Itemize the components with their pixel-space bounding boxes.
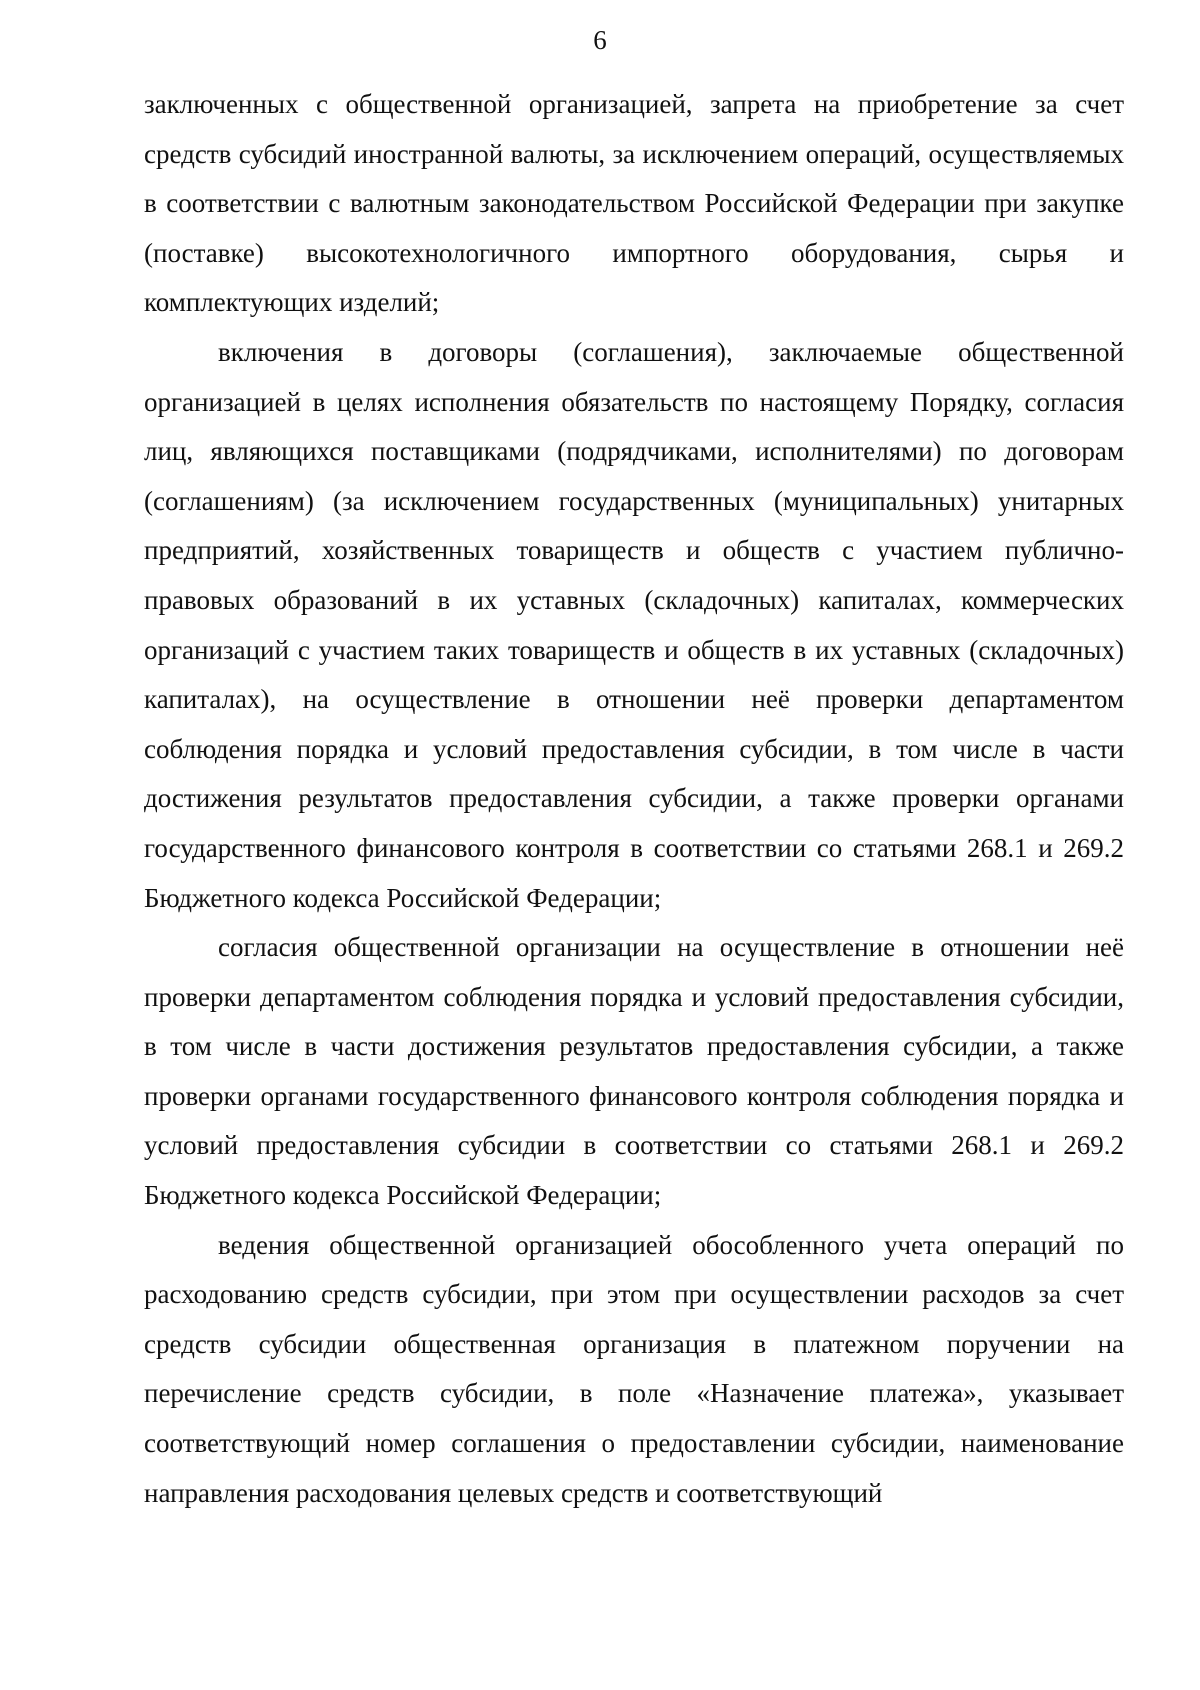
paragraph-continuation: заключенных с общественной организацией, запрета на приобретение за счет средств субсидий иностранной валюты, за исключением операций, осуществляемых в соответствии с валютным законодательством Российской Федерации при закупке (поставке) высокотехнологичного импортного оборудования, сырья и комплектующих изделий;: [144, 89, 1124, 318]
paragraph-organization-consent: согласия общественной организации на осуществление в отношении неё проверки департаментом соблюдения порядка и условий предоставления субсидии, в том числе в части достижения результатов предоставления субсидии, а также проверки органами государственного финансового контроля соблюдения порядка и условий предоставления субсидии в соответствии со статьями 268.1 и 269.2 Бюджетного кодекса Российской Федерации;: [144, 932, 1124, 1211]
paragraph-separate-accounting: ведения общественной организацией обособленного учета операций по расходованию средств субсидии, при этом при осуществлении расходов за счет средств субсидии общественная организация в платежном поручении на перечисление средств субсидии, в поле «Назначение платежа», указывает соответствующий номер соглашения о предоставлении субсидии, наименование направления расходования целевых средств и соответствующий: [144, 1229, 1124, 1508]
page-number: 6: [593, 25, 607, 55]
paragraph-contract-inclusion: включения в договоры (соглашения), заключаемые общественной организацией в целях исполнения обязательств по настоящему Порядку, согласия лиц, являющихся поставщиками (подрядчиками, исполнителями) по договорам (соглашениям) (за исключением государственных (муниципальных) унитарных предприятий, хозяйственных товариществ и обществ с участием публично-правовых образований в их уставных (складочных) капиталах, коммерческих организаций с участием таких товариществ и обществ в их уставных (складочных) капиталах), на осуществление в отношении неё проверки департаментом соблюдения порядка и условий предоставления субсидии, в том числе в части достижения результатов предоставления субсидии, а также проверки органами государственного финансового контроля в соответствии со статьями 268.1 и 269.2 Бюджетного кодекса Российской Федерации;: [144, 336, 1124, 913]
document-body: [144, 80, 1124, 1518]
